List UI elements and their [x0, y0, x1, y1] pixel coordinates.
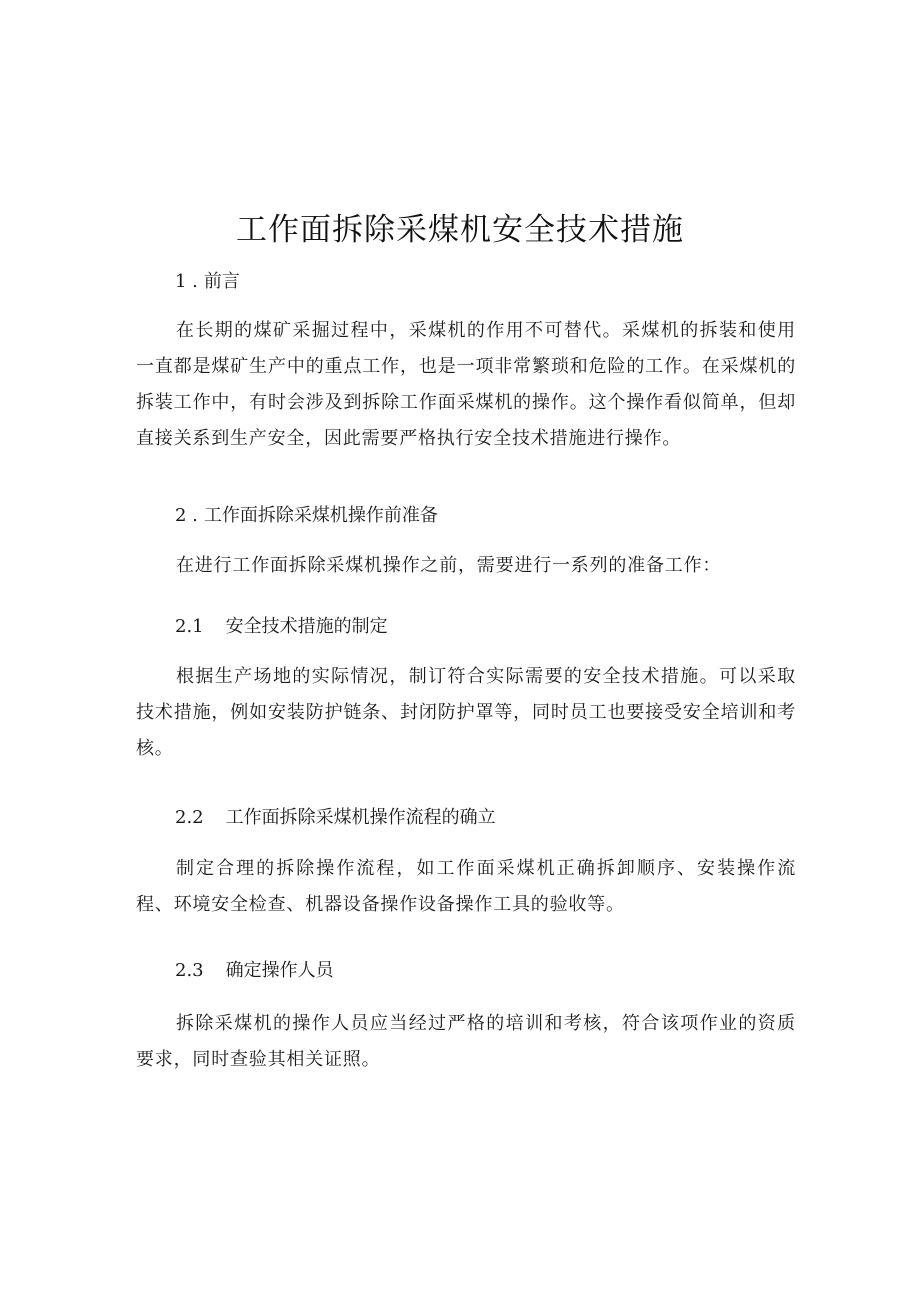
subsection-2-1-paragraph: 根据生产场地的实际情况，制订符合实际需要的安全技术措施。可以采取技术措施，例如安装防护链条、封闭防护罩等，同时员工也要接受安全培训和考核。 [136, 666, 796, 759]
document-title: 工作面拆除采煤机安全技术措施 [236, 212, 684, 248]
section-1-paragraph: 在长期的煤矿采掘过程中，采煤机的作用不可替代。采煤机的拆装和使用一直都是煤矿生产中的重点工作，也是一项非常繁琐和危险的工作。在采煤机的拆装工作中，有时会涉及到拆除工作面采煤机的操作。这个操作看似简单，但却直接关系到生产安全，因此需要严格执行安全技术措施进行操作。 [136, 320, 796, 449]
subsection-number: 2.1 [175, 616, 204, 637]
section-title: 前言 [203, 271, 240, 292]
section-number: 2 . [175, 505, 198, 526]
subsection-2-3-heading [175, 958, 334, 984]
subsection-2-3-paragraph: 拆除采煤机的操作人员应当经过严格的培训和考核，符合该项作业的资质要求，同时查验其相关证照。 [136, 1013, 796, 1070]
section-2-heading [175, 503, 438, 529]
subsection-title: 安全技术措施的制定 [225, 616, 388, 637]
subsection-title: 工作面拆除采煤机操作流程的确立 [225, 807, 496, 828]
subsection-2-2-heading [175, 805, 496, 831]
subsection-title: 确定操作人员 [225, 960, 334, 981]
subsection-number: 2.3 [175, 960, 204, 981]
subsection-number: 2.2 [175, 807, 204, 828]
section-title: 工作面拆除采煤机操作前准备 [203, 505, 438, 526]
section-2-paragraph: 在进行工作面拆除采煤机操作之前，需要进行一系列的准备工作： [176, 555, 722, 576]
subsection-2-2-paragraph: 制定合理的拆除操作流程，如工作面采煤机正确拆卸顺序、安装操作流程、环境安全检查、机器设备操作设备操作工具的验收等。 [136, 858, 796, 915]
subsection-2-1-heading [175, 614, 388, 640]
section-1-heading [175, 269, 240, 295]
section-number: 1 . [175, 271, 198, 292]
